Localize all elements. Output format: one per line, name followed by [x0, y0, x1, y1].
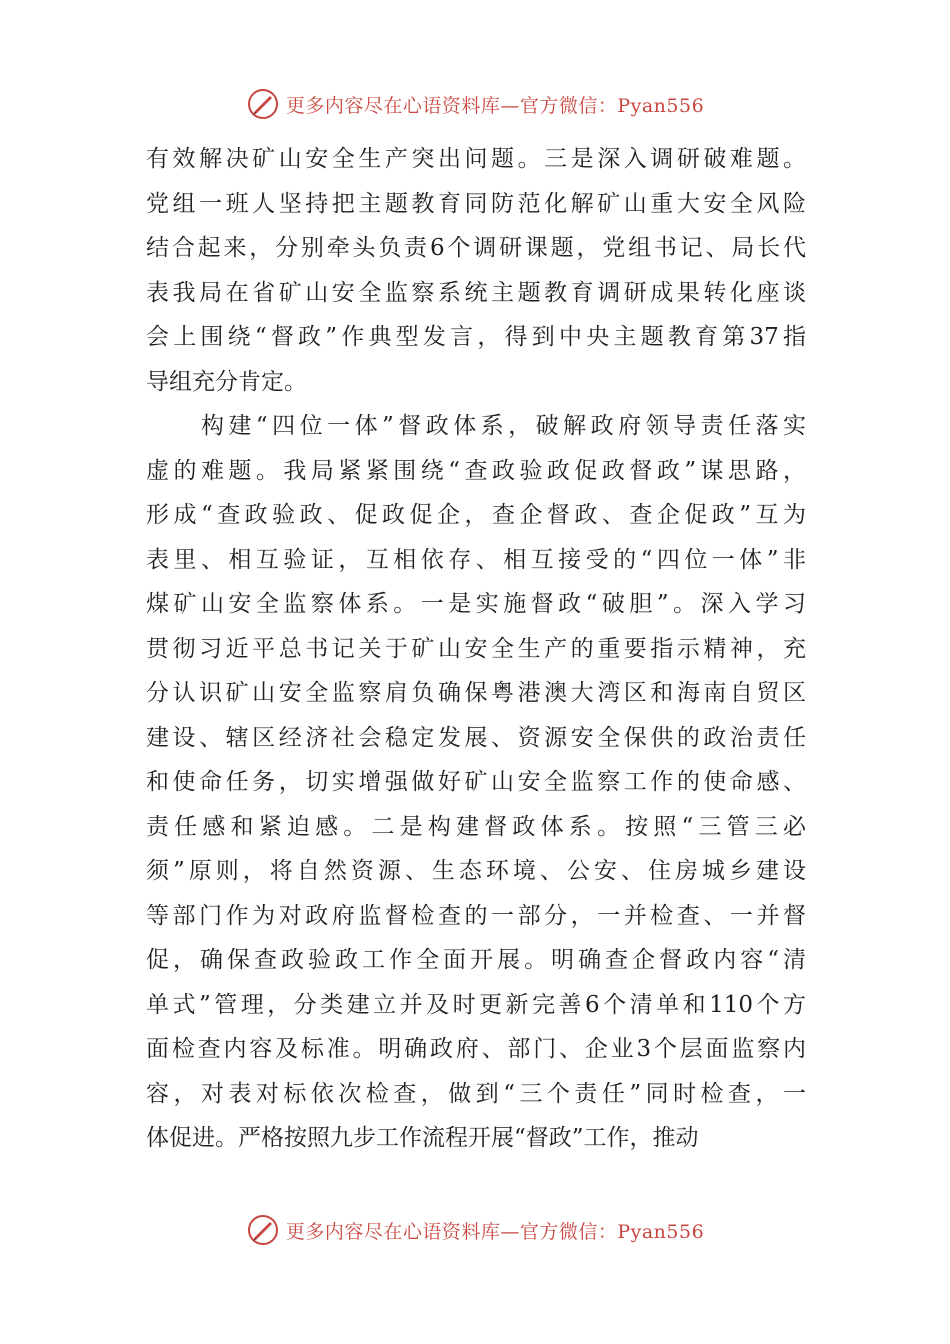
text-line: 虚的难题。我局紧紧围绕“查政验政促政督政”谋思路， [146, 457, 806, 484]
document-body [146, 137, 806, 1161]
pen-logo-icon [246, 87, 280, 121]
text-line: 单式”管理，分类建立并及时更新完善6个清单和110个方 [146, 991, 806, 1018]
footer-banner-text: 更多内容尽在心语资料库—官方微信：Pyan556 [285, 1220, 705, 1243]
text-line: 贯彻习近平总书记关于矿山安全生产的重要指示精神，充 [146, 635, 806, 662]
header-banner [0, 84, 950, 124]
footer-banner [0, 1210, 950, 1250]
text-line: 煤矿山安全监察体系。一是实施督政“破胆”。深入学习 [146, 591, 806, 617]
pen-logo-icon [246, 1213, 280, 1247]
text-line: 构建“四位一体”督政体系，破解政府领导责任落实 [146, 413, 806, 439]
text-line: 促，确保查政验政工作全面开展。明确查企督政内容“清 [146, 947, 806, 973]
text-line: 须”原则，将自然资源、生态环境、公安、住房城乡建设 [146, 858, 806, 884]
text-line: 和使命任务，切实增强做好矿山安全监察工作的使命感、 [146, 769, 806, 795]
text-line: 体促进。严格按照九步工作流程开展“督政”工作，推动 [146, 1125, 699, 1151]
text-line: 党组一班人坚持把主题教育同防范化解矿山重大安全风险 [146, 190, 806, 217]
text-line: 导组充分肯定。 [146, 368, 307, 395]
text-line: 容，对表对标依次检查，做到“三个责任”同时检查，一 [146, 1080, 806, 1107]
text-line: 责任感和紧迫感。二是构建督政体系。按照“三管三必 [146, 813, 806, 840]
header-banner-text: 更多内容尽在心语资料库—官方微信：Pyan556 [285, 94, 705, 117]
text-line: 面检查内容及标准。明确政府、部门、企业3个层面监察内 [146, 1036, 806, 1062]
text-line: 等部门作为对政府监督检查的一部分，一并检查、一并督 [146, 902, 806, 929]
text-line: 表里、相互验证，互相依存、相互接受的“四位一体”非 [146, 546, 806, 573]
text-line: 会上围绕“督政”作典型发言，得到中央主题教育第37指 [146, 324, 806, 350]
text-line: 结合起来，分别牵头负责6个调研课题，党组书记、局长代 [146, 235, 806, 261]
text-line: 形成“查政验政、促政促企，查企督政、查企促政”互为 [146, 502, 806, 528]
text-line: 有效解决矿山安全生产突出问题。三是深入调研破难题。 [146, 146, 806, 172]
text-line: 表我局在省矿山安全监察系统主题教育调研成果转化座谈 [146, 279, 806, 306]
text-line: 分认识矿山安全监察肩负确保粤港澳大湾区和海南自贸区 [146, 680, 806, 706]
text-line: 建设、辖区经济社会稳定发展、资源安全保供的政治责任 [146, 724, 806, 751]
